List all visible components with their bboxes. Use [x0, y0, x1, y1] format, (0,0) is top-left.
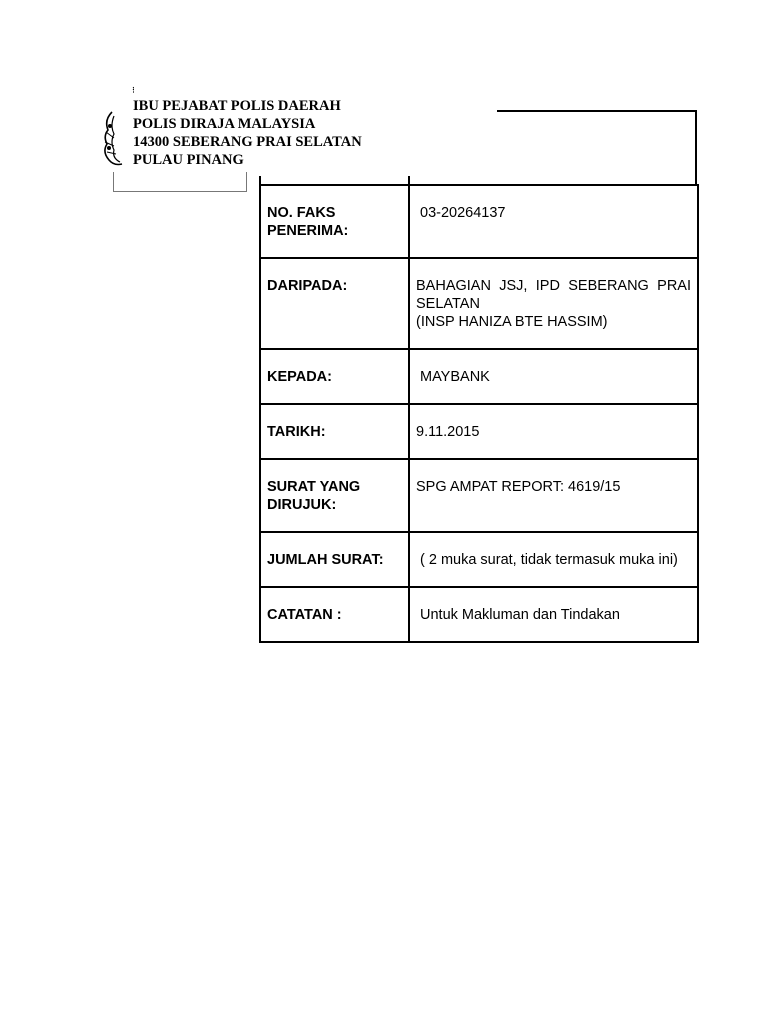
catatan-value: Untuk Makluman dan Tindakan: [409, 587, 698, 642]
office-address-header: [133, 97, 362, 169]
header-line-2: POLIS DIRAJA MALAYSIA: [133, 116, 316, 132]
surat-value: SPG AMPAT REPORT: 4619/15: [409, 459, 698, 532]
table-row: [260, 459, 698, 532]
surat-label-line-2: DIRUJUK:: [267, 497, 337, 513]
daripada-value-line-1: BAHAGIAN JSJ, IPD SEBERANG PRAI SELATAN: [416, 278, 691, 312]
table-row: [260, 349, 698, 404]
faks-label-line-1: NO. FAKS: [267, 205, 336, 221]
faks-label-line-2: PENERIMA:: [267, 223, 349, 239]
tarikh-label: TARIKH:: [260, 404, 409, 459]
table-top-right-border: [695, 110, 697, 185]
table-row: [260, 532, 698, 587]
surat-label: [260, 459, 409, 532]
table-row: [260, 587, 698, 642]
table-row: [260, 185, 698, 258]
kepada-label: KEPADA:: [260, 349, 409, 404]
daripada-value-line-2: (INSP HANIZA BTE HASSIM): [416, 314, 608, 330]
catatan-label: CATATAN :: [260, 587, 409, 642]
daripada-label: DARIPADA:: [260, 258, 409, 349]
police-crest-icon: [100, 82, 134, 172]
header-line-1: IBU PEJABAT POLIS DAERAH: [133, 98, 341, 114]
header-side-box: [113, 172, 247, 192]
table-top-border: [497, 110, 697, 112]
jumlah-value: ( 2 muka surat, tidak termasuk muka ini): [409, 532, 698, 587]
surat-label-line-1: SURAT YANG: [267, 479, 361, 495]
fax-details-table: [259, 184, 699, 643]
header-line-4: PULAU PINANG: [133, 152, 244, 168]
tarikh-value: 9.11.2015: [409, 404, 698, 459]
jumlah-label: JUMLAH SURAT:: [260, 532, 409, 587]
header-line-3: 14300 SEBERANG PRAI SELATAN: [133, 134, 362, 150]
faks-label: [260, 185, 409, 258]
faks-value: 03-20264137: [409, 185, 698, 258]
table-row: [260, 258, 698, 349]
kepada-value: MAYBANK: [409, 349, 698, 404]
table-row: [260, 404, 698, 459]
daripada-value: [409, 258, 698, 349]
